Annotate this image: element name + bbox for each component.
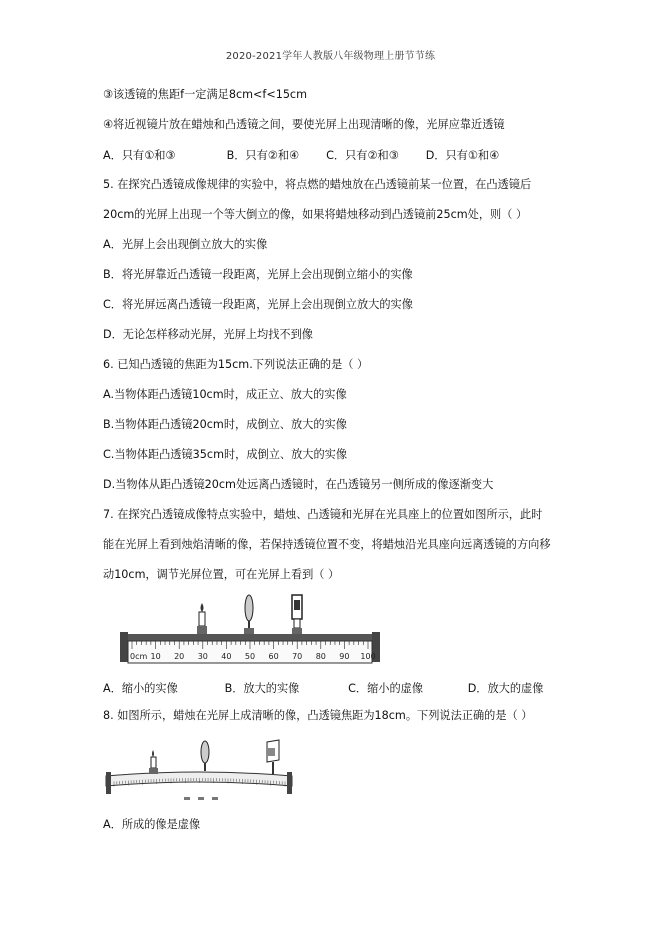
q5-stem-line-2: 20cm的光屏上出现一个等大倒立的像，如果将蜡烛移动到凸透镜前25cm处，则（ ） (103, 208, 528, 221)
scale-label: 50 (244, 652, 256, 661)
page-header: 2020-2021学年人教版八年级物理上册节节练 (225, 51, 436, 62)
convex-lens (244, 595, 254, 634)
scale-label: 20 (174, 652, 185, 661)
scale-label: 80 (315, 652, 326, 661)
q7-options (103, 680, 543, 696)
light-screen (267, 740, 279, 774)
q6-stem: 6. 已知凸透镜的焦距为15cm.下列说法正确的是（ ） (103, 358, 369, 371)
q7-stem-line-2: 能在光屏上看到烛焰清晰的像，若保持透镜位置不变，将蜡烛沿光具座向远离透镜的方向移 (103, 538, 551, 551)
q6-option-a: A.当物体距凸透镜10cm时，成正立、放大的实像 (103, 388, 347, 401)
bench-rail (120, 634, 380, 641)
scale-label: 60 (268, 652, 279, 661)
q8-stem: 8. 如图所示，蜡烛在光屏上成清晰的像，凸透镜焦距为18cm。下列说法正确的是（ ） (103, 709, 533, 722)
scale-label: 90 (339, 652, 350, 661)
q8-optical-bench-figure (104, 738, 294, 804)
q7-option-d: D．放大的虚像 (467, 682, 544, 695)
light-screen (292, 595, 302, 634)
q7-option-a: A．缩小的实像 (103, 682, 178, 695)
scale-label: 30 (197, 652, 208, 661)
q4-option-c: C．只有②和③ (326, 149, 399, 162)
q5-option-b: B．将光屏靠近凸透镜一段距离，光屏上会出现倒立缩小的实像 (103, 268, 413, 281)
q5-stem-line-1: 5. 在探究凸透镜成像规律的实验中，将点燃的蜡烛放在凸透镜前某一位置，在凸透镜后 (103, 178, 532, 191)
q6-option-d: D.当物体从距凸透镜20cm处远离凸透镜时，在凸透镜另一侧所成的像逐渐变大 (103, 478, 494, 491)
q4-option-a: A．只有①和③ (103, 149, 176, 162)
q7-stem-line-1: 7. 在探究凸透镜成像特点实验中，蜡烛、凸透镜和光屏在光具座上的位置如图所示，此时 (103, 508, 543, 521)
candle (149, 750, 158, 774)
q5-option-a: A．光屏上会出现倒立放大的实像 (103, 238, 268, 251)
q8-option-a: A．所成的像是虚像 (103, 818, 201, 831)
q4-option-d: D．只有①和④ (425, 149, 500, 162)
statement-4: ④将近视镜片放在蜡烛和凸透镜之间，要使光屏上出现清晰的像，光屏应靠近透镜 (103, 118, 505, 131)
statement-3: ③该透镜的焦距f一定满足8cm<f<15cm (103, 88, 307, 101)
q5-option-c: C．将光屏远离凸透镜一段距离，光屏上会出现倒立放大的实像 (103, 298, 413, 311)
candle (197, 603, 207, 634)
scale-label: 40 (221, 652, 232, 661)
q5-option-d: D．无论怎样移动光屏，光屏上均找不到像 (103, 328, 313, 341)
q4-option-b: B．只有②和④ (226, 149, 300, 162)
scale-label: 10 (150, 652, 161, 661)
scale-label: 100 (360, 652, 376, 661)
bench-left-support (106, 772, 111, 794)
q7-option-c: C．缩小的虚像 (348, 682, 424, 695)
q7-option-b: B．放大的实像 (224, 682, 300, 695)
bench-left-support (120, 632, 128, 662)
q7-optical-bench-figure (118, 592, 382, 668)
bench-right-support (287, 772, 292, 794)
q6-option-b: B.当物体距凸透镜20cm时，成倒立、放大的实像 (103, 418, 347, 431)
q4-options (103, 147, 499, 163)
q6-option-c: C.当物体距凸透镜35cm时，成倒立、放大的实像 (103, 448, 348, 461)
scale-label: 70 (292, 652, 303, 661)
bench-blurred-marks (184, 797, 218, 800)
bench-rail (106, 772, 292, 786)
q7-stem-line-3: 动10cm，调节光屏位置，可在光屏上看到（ ） (103, 568, 340, 581)
scale-label: 0cm (130, 652, 148, 661)
convex-lens (201, 741, 209, 771)
